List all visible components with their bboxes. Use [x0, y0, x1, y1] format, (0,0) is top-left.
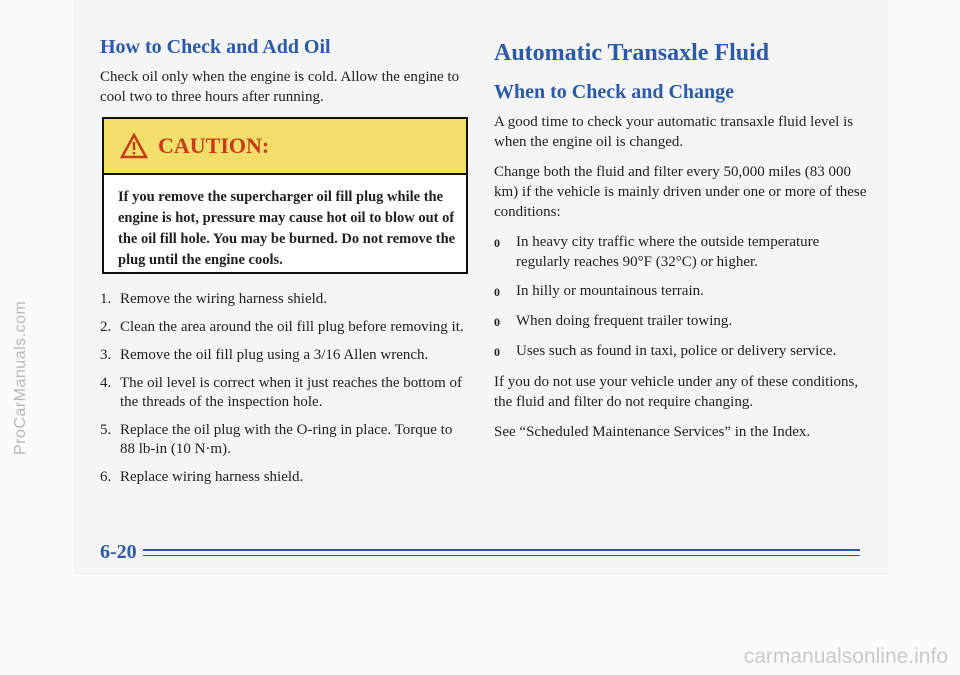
- caution-title: CAUTION:: [158, 133, 270, 158]
- paragraph: See “Scheduled Maintenance Services” in the Index.: [494, 424, 811, 440]
- list-item: 0 In hilly or mountainous terrain.: [494, 281, 874, 302]
- paragraph: If you do not use your vehicle under any of these conditions, the fluid and filter do not require changing.: [494, 374, 859, 410]
- list-item: 3. Remove the oil fill plug using a 3/16 Allen wrench.: [100, 347, 429, 363]
- section-heading-oil: How to Check and Add Oil: [100, 36, 331, 58]
- caution-text: If you remove the supercharger oil fill plug while the engine is hot, pressure may cause hot oil to blow out of the oil fill hole. You may be burned. Do not remove the plug until the engine cools.: [118, 189, 456, 268]
- list-item: 0 In heavy city traffic where the outside temperature regularly reaches 90°F (32°C) or higher.: [494, 234, 820, 270]
- left-column: [100, 36, 470, 117]
- conditions-list: [494, 232, 874, 362]
- bullet-icon: 0: [494, 285, 500, 299]
- intro-paragraph: Check oil only when the engine is cold. Allow the engine to cool two to three hours after running.: [100, 69, 460, 105]
- page-number: 6-20: [100, 540, 137, 563]
- caution-header: [104, 119, 466, 175]
- right-column: [494, 36, 874, 452]
- list-item: 5. Replace the oil plug with the O-ring in place. Torque to 88 lb-in (10 N·m).: [100, 422, 453, 457]
- bullet-icon: 0: [494, 315, 500, 329]
- bullet-icon: 0: [494, 236, 500, 250]
- list-item: 0 When doing frequent trailer towing.: [494, 311, 874, 332]
- page-footer: [100, 540, 860, 564]
- list-item: 0 Uses such as found in taxi, police or delivery service.: [494, 341, 874, 362]
- warning-triangle-icon: [120, 133, 148, 159]
- footer-rule: [143, 549, 860, 556]
- paragraph: Change both the fluid and filter every 50,000 miles (83 000 km) if the vehicle is mainly driven under one or more of these conditions:: [494, 164, 867, 220]
- oil-steps-list: [100, 290, 470, 496]
- section-heading-transaxle: When to Check and Change: [494, 81, 735, 103]
- paragraph: A good time to check your automatic transaxle fluid level is when the engine oil is changed.: [494, 114, 854, 150]
- list-item: 4. The oil level is correct when it just reaches the bottom of the threads of the inspection hole.: [100, 375, 462, 410]
- list-item: 2. Clean the area around the oil fill plug before removing it.: [100, 319, 464, 335]
- bullet-icon: 0: [494, 345, 500, 359]
- list-item: 1. Remove the wiring harness shield.: [100, 291, 328, 307]
- corner-watermark: carmanualsonline.info: [743, 645, 948, 668]
- caution-box: [102, 117, 468, 274]
- list-item: 6. Replace wiring harness shield.: [100, 469, 304, 485]
- page-title: Automatic Transaxle Fluid: [494, 40, 770, 66]
- side-watermark: ProCarManuals.com: [12, 300, 29, 455]
